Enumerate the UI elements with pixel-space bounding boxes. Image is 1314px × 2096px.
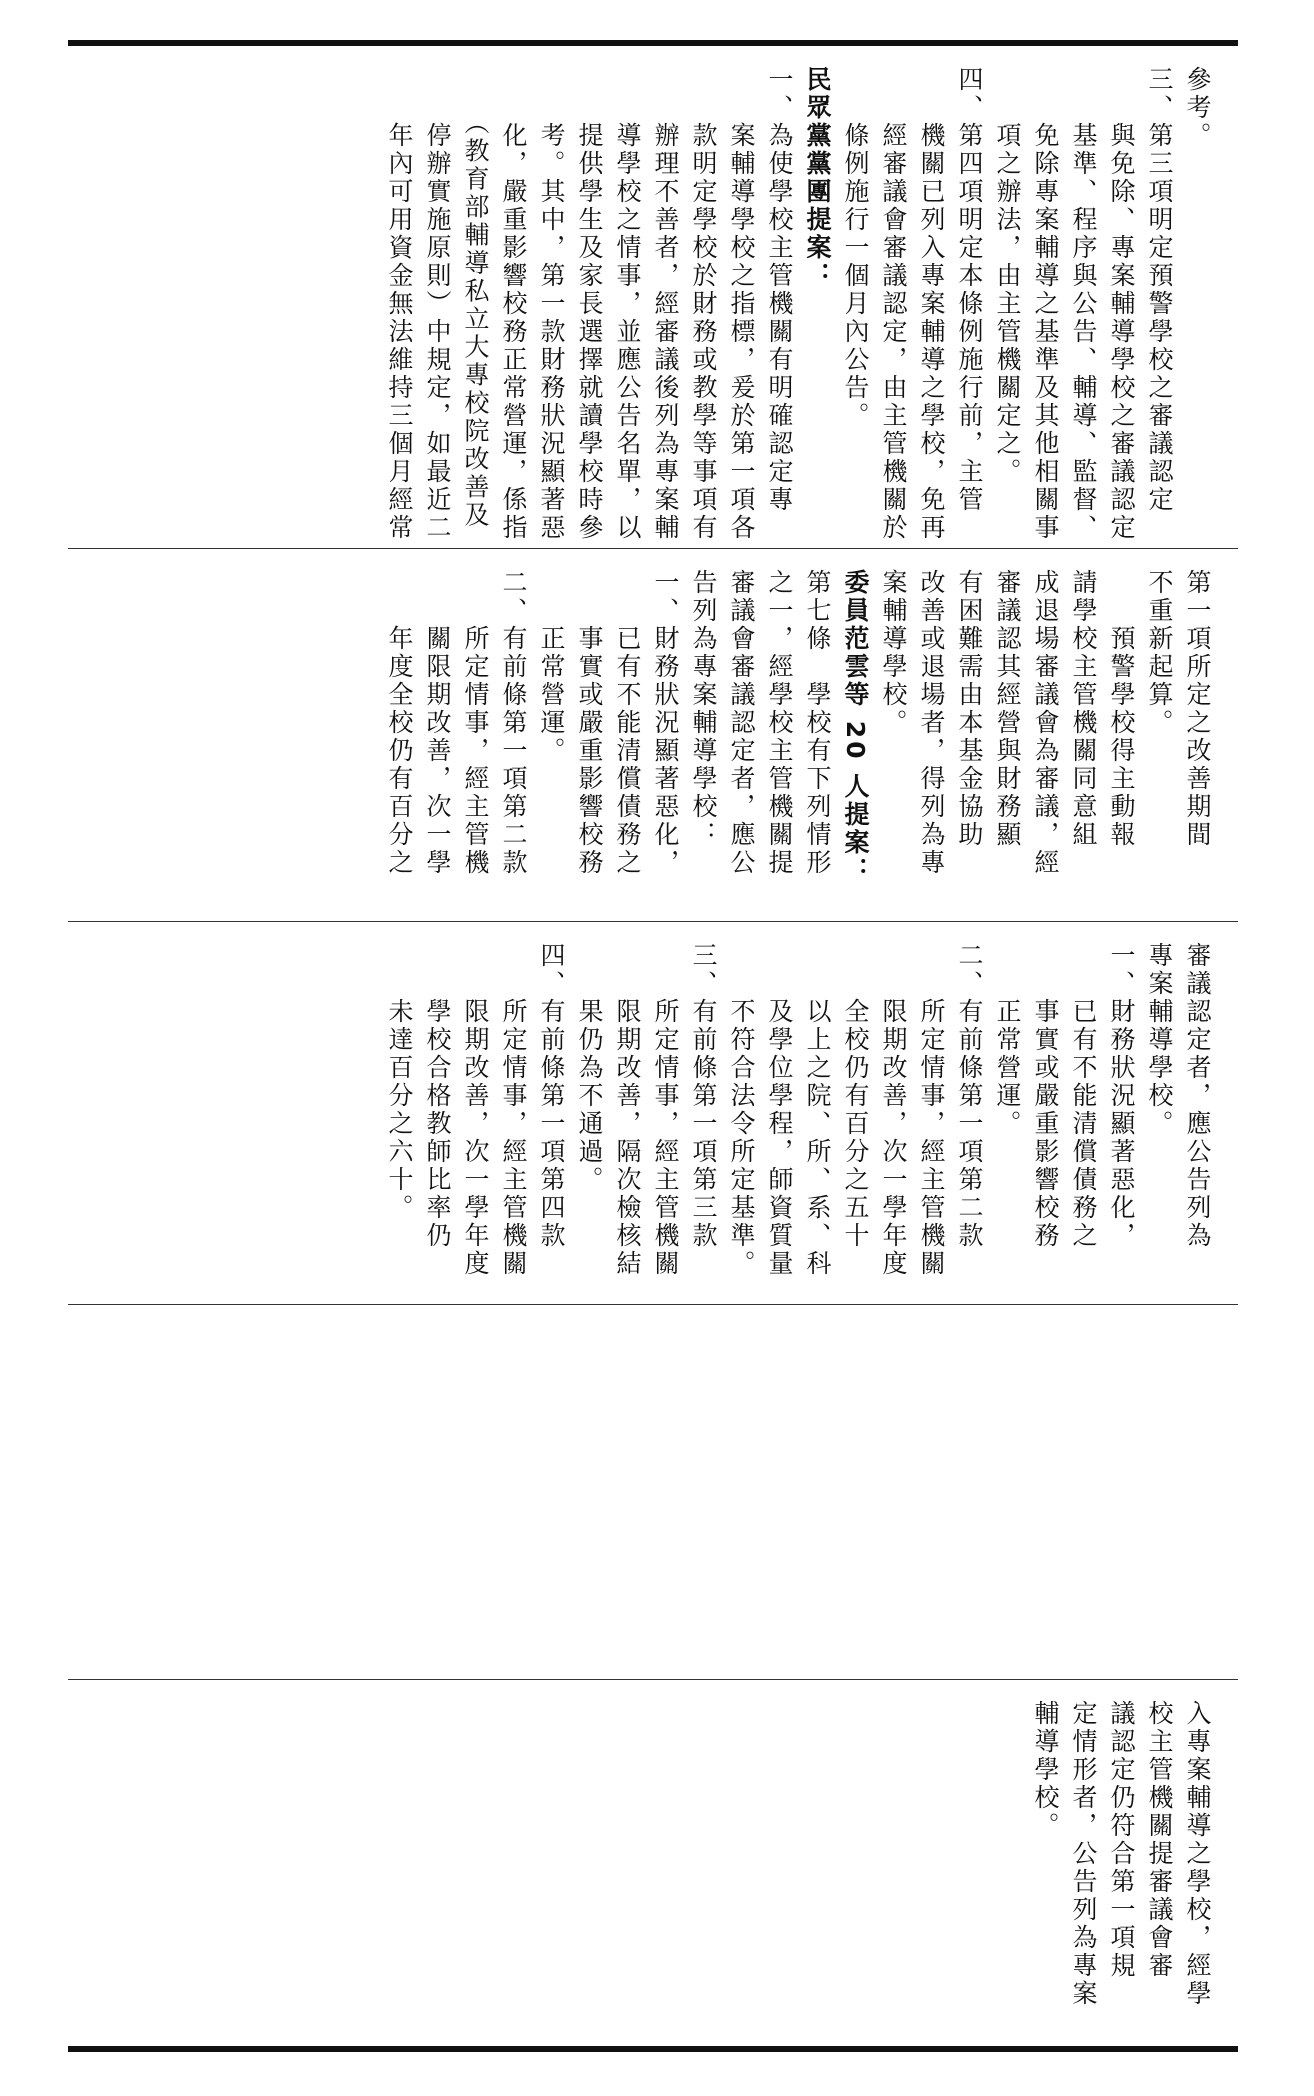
text-column: 已有不能清償債務之 <box>1069 942 1098 1250</box>
text-column: 限期改善，次一學年度 <box>461 942 490 1278</box>
text-column: 二、有前條第一項第二款 <box>499 569 528 877</box>
text-column: 一、為使學校主管機關有明確認定專 <box>765 66 794 514</box>
text-column: 經審議會審議認定，由主管機關於 <box>879 66 908 542</box>
text-column: 改善或退場者，得列為專 <box>917 569 946 877</box>
text-column: 年內可用資金無法維持三個月經常 <box>385 66 414 542</box>
text-column: 基準、程序與公告、輔導、監督、 <box>1069 66 1098 542</box>
text-column: 委員范雲等 20 人提案： <box>841 569 870 886</box>
text-column: 及學位學程，師資質量 <box>765 942 794 1278</box>
text-column: 未達百分之六十。 <box>385 942 414 1222</box>
text-column: 案輔導學校之指標，爰於第一項各 <box>727 66 756 542</box>
text-column: 預警學校得主動報 <box>1107 569 1136 849</box>
text-column: 定情形者，公告列為專案 <box>1069 1700 1098 2008</box>
text-column: 限期改善，次一學年度 <box>879 942 908 1278</box>
text-column: 所定情事，經主管機關 <box>651 942 680 1278</box>
text-column: 議認定仍符合第一項規 <box>1107 1700 1136 1980</box>
text-column: 年度全校仍有百分之 <box>385 569 414 877</box>
text-column: 不重新起算。 <box>1145 569 1174 737</box>
text-column: 一、財務狀況顯著惡化， <box>651 569 680 877</box>
text-column: 化，嚴重影響校務正常營運，係指 <box>499 66 528 542</box>
text-column: 全校仍有百分之五十 <box>841 942 870 1250</box>
text-column: 停辦實施原則）中規定，如最近二 <box>423 66 452 542</box>
text-column: 款明定學校於財務或教學等事項有 <box>689 66 718 542</box>
text-column: 二、有前條第一項第二款 <box>955 942 984 1250</box>
text-column: 提供學生及家長選擇就讀學校時參 <box>575 66 604 542</box>
text-column: 不符合法令所定基準。 <box>727 942 756 1278</box>
text-column: 正常營運。 <box>993 942 1022 1138</box>
text-column: 限期改善，隔次檢核結 <box>613 942 642 1278</box>
text-column: 事實或嚴重影響校務 <box>1031 942 1060 1250</box>
text-column: 三、第三項明定預警學校之審議認定 <box>1145 66 1174 514</box>
text-column: 正常營運。 <box>537 569 566 765</box>
text-column: 告列為專案輔導學校： <box>689 569 718 849</box>
text-column: 三、有前條第一項第三款 <box>689 942 718 1250</box>
text-column: 免除專案輔導之基準及其他相關事 <box>1031 66 1060 542</box>
section-empty <box>68 1305 1238 1679</box>
text-column: 第一項所定之改善期間 <box>1183 569 1212 849</box>
text-column: 有困難需由本基金協助 <box>955 569 984 849</box>
text-column: 審議認其經營與財務顯 <box>993 569 1022 849</box>
text-column: 第七條 學校有下列情形 <box>803 569 832 877</box>
text-column: （教育部輔導私立大專校院改善及 <box>461 66 490 530</box>
text-column: 審議認定者，應公告列為 <box>1183 942 1212 1250</box>
text-column: 民眾黨黨團提案： <box>803 66 832 290</box>
text-column: 與免除、專案輔導學校之審議認定 <box>1107 66 1136 542</box>
text-column: 導學校之情事，並應公告名單，以 <box>613 66 642 542</box>
text-column: 請學校主管機關同意組 <box>1069 569 1098 849</box>
text-column: 所定情事，經主管機關 <box>917 942 946 1278</box>
text-column: 審議會審議認定者，應公 <box>727 569 756 877</box>
text-column: 四、有前條第一項第四款 <box>537 942 566 1250</box>
text-column: 一、財務狀況顯著惡化， <box>1107 942 1136 1250</box>
text-column: 案輔導學校。 <box>879 569 908 737</box>
text-column: 事實或嚴重影響校務 <box>575 569 604 877</box>
text-column: 入專案輔導之學校，經學 <box>1183 1700 1212 2008</box>
section-explanation <box>68 46 1238 548</box>
text-column: 條例施行一個月內公告。 <box>841 66 870 430</box>
text-column: 所定情事，經主管機關 <box>499 942 528 1278</box>
text-column: 關限期改善，次一學 <box>423 569 452 877</box>
bottom-border-rule <box>68 2046 1238 2052</box>
text-column: 已有不能清償債務之 <box>613 569 642 877</box>
text-column: 所定情事，經主管機 <box>461 569 490 877</box>
section-current-law <box>68 1680 1238 2046</box>
text-column: 四、第四項明定本條例施行前，主管 <box>955 66 984 514</box>
section-proposal-text <box>68 549 1238 921</box>
text-column: 項之辦法，由主管機關定之。 <box>993 66 1022 486</box>
text-column: 以上之院、所、系、科 <box>803 942 832 1278</box>
text-column: 校主管機關提審議會審 <box>1145 1700 1174 1980</box>
text-column: 果仍為不通過。 <box>575 942 604 1194</box>
text-column: 學校合格教師比率仍 <box>423 942 452 1250</box>
text-column: 之一，經學校主管機關提 <box>765 569 794 877</box>
section-article-text <box>68 922 1238 1304</box>
text-column: 考。其中，第一款財務狀況顯著惡 <box>537 66 566 542</box>
text-column: 機關已列入專案輔導之學校，免再 <box>917 66 946 542</box>
text-column: 輔導學校。 <box>1031 1700 1060 1840</box>
text-column: 參考。 <box>1183 66 1212 150</box>
text-column: 專案輔導學校。 <box>1145 942 1174 1138</box>
text-column: 辦理不善者，經審議後列為專案輔 <box>651 66 680 542</box>
text-column: 成退場審議會為審議，經 <box>1031 569 1060 877</box>
